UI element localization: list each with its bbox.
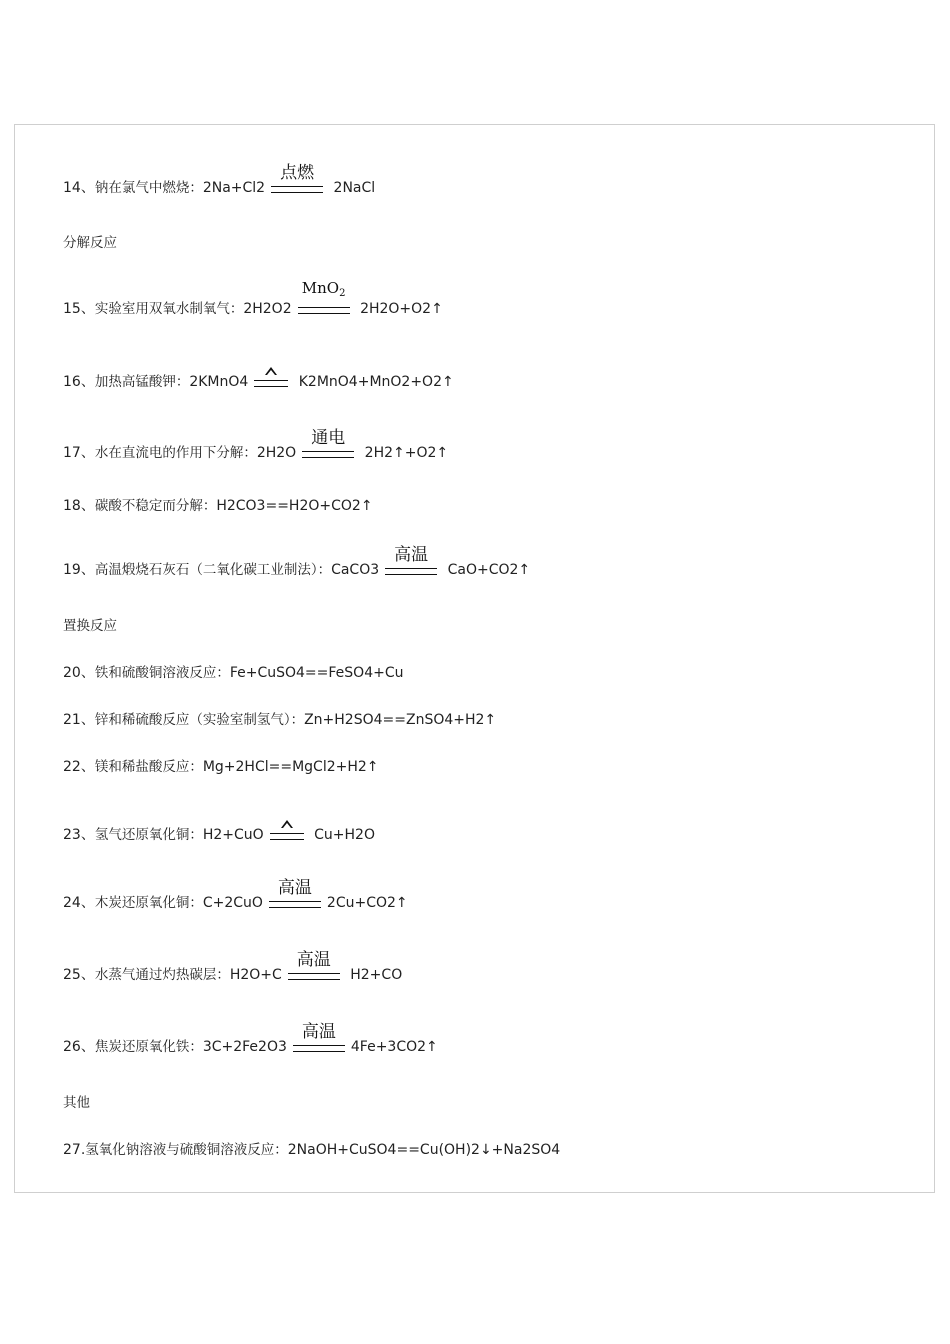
reaction-number: 22、 <box>63 759 95 775</box>
reaction-description: 木炭还原氧化铜： <box>94 895 203 911</box>
reaction-number: 20、 <box>63 665 95 681</box>
reactants: 2H2O2 <box>243 301 292 317</box>
reactants: 2Na+Cl2 <box>202 180 266 196</box>
reaction-22 <box>63 758 379 776</box>
reactants: 2H2O <box>256 445 297 461</box>
products: 2Cu+CO2↑ <box>326 895 408 911</box>
products: Cu+H2O <box>314 827 375 843</box>
equation: Mg+2HCl==MgCl2+H2↑ <box>202 759 379 775</box>
reactants: H2+CuO <box>202 827 264 843</box>
condition-high-temperature: 高温 <box>269 901 321 912</box>
equation: Zn+H2SO4==ZnSO4+H2↑ <box>304 712 497 728</box>
reaction-number: 25、 <box>63 967 95 983</box>
products: 2H2↑+O2↑ <box>364 445 449 461</box>
document-frame <box>14 124 935 1193</box>
products: 2NaCl <box>333 180 376 196</box>
reaction-description: 碳酸不稳定而分解： <box>94 498 217 514</box>
products: H2+CO <box>350 967 403 983</box>
reaction-description: 钠在氯气中燃烧： <box>94 180 203 196</box>
heat-triangle-icon <box>270 833 304 844</box>
reaction-20 <box>63 664 403 682</box>
reactants: CaCO3 <box>331 562 380 578</box>
reaction-description: 氢气还原氧化铜： <box>94 827 203 843</box>
heat-triangle-icon <box>254 380 288 391</box>
equation: H2CO3==H2O+CO2↑ <box>216 498 373 514</box>
reaction-description: 锌和稀硫酸反应（实验室制氢气）： <box>94 712 305 728</box>
reaction-description: 氢氧化钠溶液与硫酸铜溶液反应： <box>85 1142 288 1158</box>
products: 2H2O+O2↑ <box>360 301 443 317</box>
condition-ignite: 点燃 <box>271 186 323 197</box>
reaction-number: 17、 <box>63 445 95 461</box>
reaction-24 <box>63 878 408 912</box>
reaction-26 <box>63 1022 438 1056</box>
section-heading-other: 其他 <box>63 1095 90 1111</box>
reaction-number: 16、 <box>63 374 95 390</box>
reaction-description: 实验室用双氧水制氧气： <box>94 301 244 317</box>
section-heading-displacement: 置换反应 <box>63 618 117 634</box>
reactants: C+2CuO <box>202 895 263 911</box>
reaction-19 <box>63 545 531 579</box>
reaction-number: 15、 <box>63 301 95 317</box>
products: CaO+CO2↑ <box>447 562 531 578</box>
condition-high-temperature: 高温 <box>293 1045 345 1056</box>
reaction-number: 23、 <box>63 827 95 843</box>
products: 4Fe+3CO2↑ <box>350 1039 438 1055</box>
reaction-number: 27. <box>63 1142 86 1158</box>
reaction-number: 14、 <box>63 180 95 196</box>
reaction-description: 加热高锰酸钾： <box>94 374 190 390</box>
condition-high-temperature: 高温 <box>288 973 340 984</box>
condition-catalyst: MnO$_2$ <box>298 307 350 318</box>
reaction-number: 26、 <box>63 1039 95 1055</box>
reaction-18 <box>63 497 373 515</box>
reaction-number: 18、 <box>63 498 95 514</box>
reaction-number: 24、 <box>63 895 95 911</box>
reaction-15 <box>63 279 443 318</box>
reaction-description: 水蒸气通过灼热碳层： <box>94 967 230 983</box>
reaction-number: 19、 <box>63 562 95 578</box>
reaction-27 <box>63 1141 560 1159</box>
reaction-16 <box>63 373 454 391</box>
reactants: 2KMnO4 <box>189 374 249 390</box>
reaction-description: 高温煅烧石灰石（二氧化碳工业制法）： <box>94 562 332 578</box>
equation: Fe+CuSO4==FeSO4+Cu <box>229 665 404 681</box>
reaction-23 <box>63 826 375 844</box>
condition-high-temperature: 高温 <box>385 568 437 579</box>
reaction-description: 铁和硫酸铜溶液反应： <box>94 665 230 681</box>
reactants: 3C+2Fe2O3 <box>202 1039 287 1055</box>
reaction-description: 焦炭还原氧化铁： <box>94 1039 203 1055</box>
reaction-21 <box>63 711 496 729</box>
reaction-14 <box>63 163 376 197</box>
reaction-number: 21、 <box>63 712 95 728</box>
reaction-25 <box>63 950 403 984</box>
section-heading-decomposition: 分解反应 <box>63 235 117 251</box>
reaction-description: 水在直流电的作用下分解： <box>94 445 257 461</box>
reaction-description: 镁和稀盐酸反应： <box>94 759 203 775</box>
equation: 2NaOH+CuSO4==Cu(OH)2↓+Na2SO4 <box>287 1142 561 1158</box>
reaction-17 <box>63 428 449 462</box>
products: K2MnO4+MnO2+O2↑ <box>298 374 454 390</box>
reactants: H2O+C <box>229 967 282 983</box>
condition-electrolysis: 通电 <box>302 451 354 462</box>
